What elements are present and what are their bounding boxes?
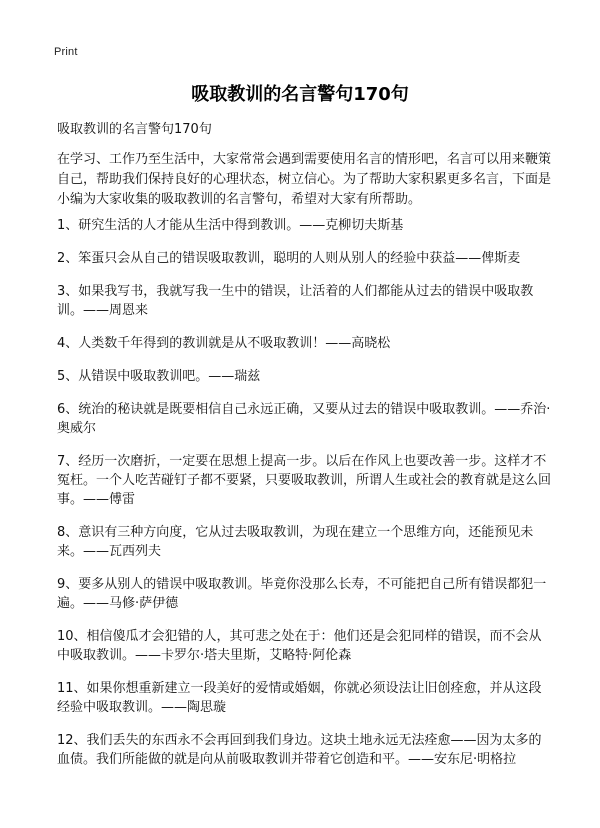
article-subtitle: 吸取教训的名言警句170句 xyxy=(57,122,212,137)
quote-item: 11、如果你想重新建立一段美好的爱情或婚姻，你就必须设法让旧创痊愈，并从这段经验中吸取教训。——陶思璇 xyxy=(57,681,542,715)
quote-item: 2、笨蛋只会从自己的错误吸取教训，聪明的人则从别人的经验中获益——俾斯麦 xyxy=(57,251,521,266)
quote-list xyxy=(57,216,552,783)
quote-item: 8、意识有三种方向度，它从过去吸取教训，为现在建立一个思维方向，还能预见未来。——瓦西列夫 xyxy=(57,525,534,559)
quote-item: 9、要多从别人的错误中吸取教训。毕竟你没那么长寿，不可能把自己所有错误都犯一遍。——马修·萨伊德 xyxy=(57,577,547,611)
quote-item: 12、我们丢失的东西永不会再回到我们身边。这块土地永远无法痊愈——因为太多的血债。我们所能做的就是向从前吸取教训并带着它创造和平。——安东尼·明格拉 xyxy=(57,733,542,767)
quote-item: 7、经历一次磨折，一定要在思想上提高一步。以后在作风上也要改善一步。这样才不冤枉。一个人吃苦碰钉子都不要紧，只要吸取教训，所谓人生或社会的教育就是这么回事。——傅雷 xyxy=(57,454,552,507)
intro-paragraph: 在学习、工作乃至生活中，大家常常会遇到需要使用名言的情形吧，名言可以用来鞭策自己，帮助我们保持良好的心理状态，树立信心。为了帮助大家积累更多名言，下面是小编为大家收集的吸取教训的名言警句，希望对大家有所帮助。 xyxy=(57,152,552,207)
print-link[interactable]: Print xyxy=(54,46,78,58)
quote-item: 5、从错误中吸取教训吧。——瑞兹 xyxy=(57,369,261,384)
quote-item: 1、研究生活的人才能从生活中得到教训。——克柳切夫斯基 xyxy=(57,218,404,233)
quote-item: 6、统治的秘诀就是既要相信自己永远正确，又要从过去的错误中吸取教训。——乔治·奥威尔 xyxy=(57,402,551,436)
quote-item: 3、如果我写书，我就写我一生中的错误，让活着的人们都能从过去的错误中吸取教训。——周恩来 xyxy=(57,284,534,318)
quote-item: 10、相信傻瓜才会犯错的人，其可悲之处在于：他们还是会犯同样的错误，而不会从中吸取教训。——卡罗尔·塔夫里斯，艾略特·阿伦森 xyxy=(57,629,542,663)
page-title: 吸取教训的名言警句170句 xyxy=(191,84,409,105)
quote-item: 4、人类数千年得到的教训就是从不吸取教训！——高晓松 xyxy=(57,336,391,351)
